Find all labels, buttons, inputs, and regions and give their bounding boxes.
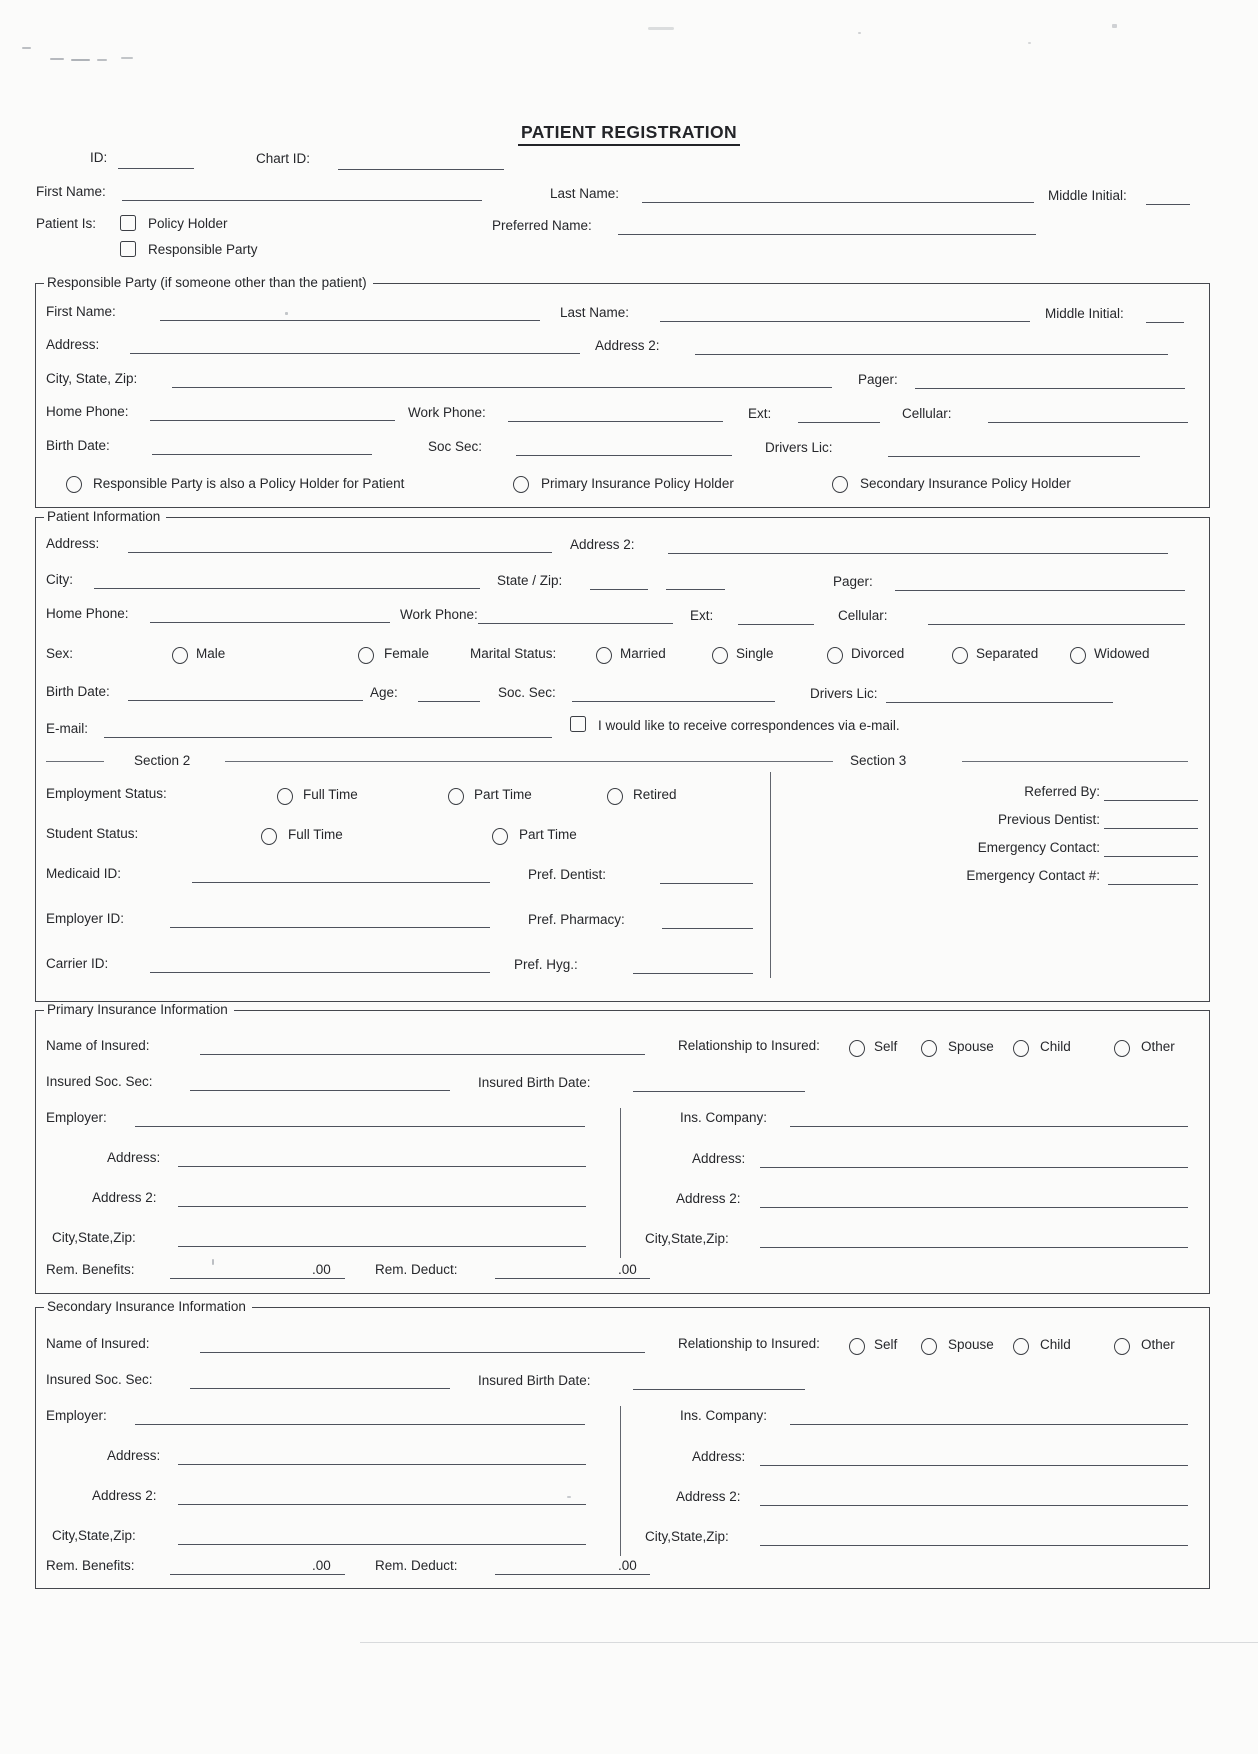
ins2-address2-label: Address 2: — [92, 1488, 157, 1503]
rp-home-phone-label: Home Phone: — [46, 404, 129, 419]
pi-drivers-lic-label: Drivers Lic: — [810, 686, 878, 701]
pi-previous-dentist-line[interactable] — [1104, 828, 1198, 829]
pi-marital-status-label: Marital Status: — [470, 646, 557, 661]
ins2-company-address-line[interactable] — [760, 1465, 1188, 1466]
pi-home-phone-line[interactable] — [150, 622, 390, 623]
pi-emergency-contact-line[interactable] — [1104, 856, 1198, 857]
ins1-insured-birth-date-label: Insured Birth Date: — [478, 1075, 591, 1090]
rp-secondary-policy-holder-radio[interactable] — [832, 476, 848, 493]
pi-pref-hyg-label: Pref. Hyg.: — [514, 957, 578, 972]
middle-initial-line[interactable] — [1146, 204, 1190, 205]
pi-pref-pharmacy-line[interactable] — [662, 928, 753, 929]
pi-previous-dentist-label: Previous Dentist: — [997, 812, 1100, 827]
page-title-wrap — [0, 122, 1258, 146]
pi-pref-dentist-label: Pref. Dentist: — [528, 867, 607, 882]
ins1-rel-self-label: Self — [874, 1039, 898, 1054]
rp-ext-line[interactable] — [798, 422, 880, 423]
pi-sex-label: Sex: — [46, 646, 74, 661]
pi-medicaid-id-line[interactable] — [192, 882, 490, 883]
pi-city-label: City: — [46, 572, 73, 587]
pi-separated-radio[interactable] — [952, 647, 968, 664]
pi-employment-full-time-label: Full Time — [303, 787, 358, 802]
pi-address-line[interactable] — [128, 552, 552, 553]
pi-home-phone-label: Home Phone: — [46, 606, 129, 621]
pi-employment-part-time-label: Part Time — [474, 787, 532, 802]
ins2-company-address2-line[interactable] — [760, 1505, 1188, 1506]
ins2-name-of-insured-label: Name of Insured: — [46, 1336, 150, 1351]
ins2-employer-label: Employer: — [46, 1408, 107, 1423]
patient-information-legend: Patient Information — [44, 509, 166, 524]
pi-referred-by-label: Referred By: — [1024, 784, 1100, 799]
ins1-company-address2-label: Address 2: — [676, 1191, 741, 1206]
ins1-name-of-insured-label: Name of Insured: — [46, 1038, 150, 1053]
ins2-insured-soc-sec-line[interactable] — [190, 1388, 450, 1389]
scan-artifact — [97, 59, 107, 61]
rp-middle-initial-line[interactable] — [1146, 322, 1184, 323]
pi-email-optin-checkbox[interactable] — [570, 716, 586, 732]
responsible-party-checkbox[interactable] — [120, 241, 136, 257]
pi-work-phone-line[interactable] — [478, 623, 673, 624]
pi-emergency-contact-num-line[interactable] — [1108, 884, 1198, 885]
section3-right-rule — [962, 761, 1188, 762]
pi-medicaid-id-label: Medicaid ID: — [46, 866, 122, 881]
ins1-address-label: Address: — [107, 1150, 161, 1165]
pi-zip-line[interactable] — [666, 589, 725, 590]
ins2-rem-benefits-cents: .00 — [312, 1558, 331, 1573]
pi-carrier-id-line[interactable] — [150, 972, 490, 973]
rp-pager-label: Pager: — [858, 372, 898, 387]
last-name-label: Last Name: — [550, 186, 620, 201]
ins2-address-line[interactable] — [178, 1464, 586, 1465]
pi-state-line[interactable] — [590, 589, 648, 590]
ins2-rel-spouse-radio[interactable] — [921, 1338, 937, 1355]
ins2-city-state-zip-label: City,State,Zip: — [52, 1528, 136, 1543]
ins1-rem-benefits-line[interactable] — [170, 1278, 345, 1279]
ins2-column-divider — [620, 1406, 621, 1556]
section2-left-rule — [46, 761, 104, 762]
pi-birth-date-line[interactable] — [128, 700, 363, 701]
ins2-ins-company-label: Ins. Company: — [680, 1408, 768, 1423]
chart-id-line[interactable] — [338, 169, 504, 170]
pi-widowed-label: Widowed — [1094, 646, 1150, 661]
id-label: ID: — [90, 150, 108, 165]
rp-ext-label: Ext: — [748, 406, 772, 421]
ins1-company-address-label: Address: — [692, 1151, 746, 1166]
pi-pager-label: Pager: — [833, 574, 873, 589]
preferred-name-label: Preferred Name: — [492, 218, 592, 233]
pi-married-label: Married — [620, 646, 666, 661]
ins2-employer-line[interactable] — [135, 1424, 585, 1425]
pi-separated-label: Separated — [976, 646, 1039, 661]
pi-employment-retired-radio[interactable] — [607, 788, 623, 805]
primary-insurance-legend: Primary Insurance Information — [44, 1002, 234, 1017]
pi-widowed-radio[interactable] — [1070, 647, 1086, 664]
ins2-rel-spouse-label: Spouse — [948, 1337, 994, 1352]
pi-ext-label: Ext: — [690, 608, 714, 623]
ins2-company-city-state-zip-line[interactable] — [760, 1545, 1188, 1546]
pi-email-optin-label: I would like to receive correspondences via e-mail. — [598, 718, 900, 733]
ins1-rel-child-radio[interactable] — [1013, 1040, 1029, 1057]
ins1-city-state-zip-label: City,State,Zip: — [52, 1230, 136, 1245]
ins1-ins-company-label: Ins. Company: — [680, 1110, 768, 1125]
ins2-company-city-state-zip-label: City,State,Zip: — [645, 1529, 729, 1544]
ins1-rel-other-label: Other — [1141, 1039, 1175, 1054]
ins2-insured-birth-date-label: Insured Birth Date: — [478, 1373, 591, 1388]
ins1-company-address-line[interactable] — [760, 1167, 1188, 1168]
page-title: PATIENT REGISTRATION — [518, 122, 740, 146]
ins1-insured-soc-sec-line[interactable] — [190, 1090, 450, 1091]
scan-artifact — [71, 59, 90, 61]
pi-pager-line[interactable] — [895, 590, 1185, 591]
rp-soc-sec-label: Soc Sec: — [428, 439, 483, 454]
rp-primary-policy-holder-radio[interactable] — [513, 476, 529, 493]
ins2-insured-birth-date-line[interactable] — [633, 1389, 805, 1390]
pi-birth-date-label: Birth Date: — [46, 684, 110, 699]
pi-employment-part-time-radio[interactable] — [448, 788, 464, 805]
rp-work-phone-label: Work Phone: — [408, 405, 486, 420]
pi-divorced-radio[interactable] — [827, 647, 843, 664]
pi-soc-sec-label: Soc. Sec: — [498, 685, 556, 700]
ins1-rel-spouse-label: Spouse — [948, 1039, 994, 1054]
pi-employment-status-label: Employment Status: — [46, 786, 167, 801]
pi-city-line[interactable] — [94, 588, 480, 589]
ins2-rel-other-label: Other — [1141, 1337, 1175, 1352]
rp-also-policy-holder-label: Responsible Party is also a Policy Holder for Patient — [93, 476, 405, 491]
pi-email-label: E-mail: — [46, 721, 89, 736]
ins1-company-city-state-zip-line[interactable] — [760, 1247, 1188, 1248]
ins1-address2-line[interactable] — [178, 1206, 586, 1207]
pi-employer-id-line[interactable] — [170, 927, 490, 928]
section3-heading: Section 3 — [850, 753, 907, 768]
ins2-rel-self-radio[interactable] — [849, 1338, 865, 1355]
pi-sex-female-label: Female — [384, 646, 430, 661]
pi-single-radio[interactable] — [712, 647, 728, 664]
pi-address-label: Address: — [46, 536, 100, 551]
rp-address-line[interactable] — [130, 353, 580, 354]
ins1-company-city-state-zip-label: City,State,Zip: — [645, 1231, 729, 1246]
rp-address2-label: Address 2: — [595, 338, 660, 353]
section-divider-vline — [770, 772, 771, 978]
ins2-rel-other-radio[interactable] — [1114, 1338, 1130, 1355]
pi-single-label: Single — [736, 646, 774, 661]
ins1-city-state-zip-line[interactable] — [178, 1246, 586, 1247]
pi-student-full-time-label: Full Time — [288, 827, 343, 842]
ins1-insured-birth-date-line[interactable] — [633, 1091, 805, 1092]
secondary-insurance-legend: Secondary Insurance Information — [44, 1299, 252, 1314]
ins1-rem-deduct-label: Rem. Deduct: — [375, 1262, 458, 1277]
responsible-party-legend: Responsible Party (if someone other than the patient) — [44, 275, 373, 290]
pi-age-line[interactable] — [418, 701, 480, 702]
pi-pref-dentist-line[interactable] — [660, 883, 753, 884]
scan-artifact — [22, 47, 31, 49]
pi-emergency-contact-label: Emergency Contact: — [977, 840, 1100, 855]
ins2-rem-deduct-line[interactable] — [495, 1574, 650, 1575]
rp-birth-date-line[interactable] — [152, 454, 372, 455]
first-name-label: First Name: — [36, 184, 106, 199]
rp-middle-initial-label: Middle Initial: — [1045, 306, 1124, 321]
ins1-rel-spouse-radio[interactable] — [921, 1040, 937, 1057]
rp-first-name-label: First Name: — [46, 304, 116, 319]
scan-artifact — [648, 27, 674, 30]
ins2-rel-self-label: Self — [874, 1337, 898, 1352]
pi-employer-id-label: Employer ID: — [46, 911, 125, 926]
ins1-rel-self-radio[interactable] — [849, 1040, 865, 1057]
rp-pager-line[interactable] — [915, 388, 1185, 389]
ins2-city-state-zip-line[interactable] — [178, 1544, 586, 1545]
ins1-address-line[interactable] — [178, 1166, 586, 1167]
ins2-name-of-insured-line[interactable] — [200, 1352, 645, 1353]
rp-primary-policy-holder-label: Primary Insurance Policy Holder — [541, 476, 734, 491]
rp-cellular-label: Cellular: — [902, 406, 952, 421]
rp-city-state-zip-line[interactable] — [172, 387, 832, 388]
rp-soc-sec-line[interactable] — [516, 455, 732, 456]
pi-employment-full-time-radio[interactable] — [277, 788, 293, 805]
secondary-insurance-section — [35, 1307, 1210, 1589]
last-name-line[interactable] — [642, 202, 1034, 203]
pi-email-line[interactable] — [104, 737, 552, 738]
pi-sex-male-radio[interactable] — [172, 647, 188, 664]
ins1-column-divider — [620, 1108, 621, 1258]
ins1-rel-other-radio[interactable] — [1114, 1040, 1130, 1057]
patient-is-label: Patient Is: — [36, 216, 97, 231]
pi-student-part-time-radio[interactable] — [492, 828, 508, 845]
ins2-company-address2-label: Address 2: — [676, 1489, 741, 1504]
pi-drivers-lic-line[interactable] — [886, 702, 1113, 703]
rp-also-policy-holder-radio[interactable] — [66, 476, 82, 493]
id-line[interactable] — [118, 168, 194, 169]
ins1-rem-benefits-cents: .00 — [312, 1262, 331, 1277]
policy-holder-checkbox[interactable] — [120, 215, 136, 231]
scan-artifact — [858, 32, 861, 34]
rp-drivers-lic-line[interactable] — [888, 456, 1140, 457]
pi-divorced-label: Divorced — [851, 646, 905, 661]
rp-work-phone-line[interactable] — [508, 421, 723, 422]
scan-artifact — [121, 57, 133, 59]
ins1-company-address2-line[interactable] — [760, 1207, 1188, 1208]
pi-cellular-line[interactable] — [928, 624, 1185, 625]
ins2-rem-benefits-line[interactable] — [170, 1574, 345, 1575]
ins1-ins-company-line[interactable] — [790, 1126, 1188, 1127]
ins2-rel-child-label: Child — [1040, 1337, 1071, 1352]
ins1-rem-deduct-line[interactable] — [495, 1278, 650, 1279]
rp-address2-line[interactable] — [695, 354, 1168, 355]
scan-artifact — [1112, 24, 1117, 28]
section2-heading: Section 2 — [134, 753, 191, 768]
preferred-name-line[interactable] — [618, 234, 1036, 235]
rp-first-name-line[interactable] — [160, 320, 540, 321]
pi-soc-sec-line[interactable] — [572, 701, 775, 702]
ins1-employer-label: Employer: — [46, 1110, 107, 1125]
ins2-address2-line[interactable] — [178, 1504, 586, 1505]
pi-emergency-contact-num-label: Emergency Contact #: — [966, 868, 1100, 883]
ins2-insured-soc-sec-label: Insured Soc. Sec: — [46, 1372, 153, 1387]
ins2-relationship-label: Relationship to Insured: — [678, 1336, 820, 1351]
ins2-rem-benefits-label: Rem. Benefits: — [46, 1558, 135, 1573]
ins1-name-of-insured-line[interactable] — [200, 1054, 645, 1055]
policy-holder-label: Policy Holder — [148, 216, 228, 231]
ins1-rem-deduct-cents: .00 — [618, 1262, 637, 1277]
rp-last-name-line[interactable] — [660, 321, 1030, 322]
chart-id-label: Chart ID: — [256, 151, 311, 166]
pi-work-phone-label: Work Phone: — [400, 607, 478, 622]
pi-pref-hyg-line[interactable] — [633, 973, 753, 974]
rp-drivers-lic-label: Drivers Lic: — [765, 440, 833, 455]
pi-student-status-label: Student Status: — [46, 826, 139, 841]
ins1-relationship-label: Relationship to Insured: — [678, 1038, 820, 1053]
rp-cellular-line[interactable] — [988, 422, 1188, 423]
pi-sex-female-radio[interactable] — [358, 647, 374, 664]
rp-secondary-policy-holder-label: Secondary Insurance Policy Holder — [860, 476, 1071, 491]
pi-student-full-time-radio[interactable] — [261, 828, 277, 845]
ins2-rem-deduct-cents: .00 — [618, 1558, 637, 1573]
scan-artifact — [50, 58, 64, 60]
pi-address2-label: Address 2: — [570, 537, 635, 552]
first-name-line[interactable] — [122, 200, 482, 201]
rp-city-state-zip-label: City, State, Zip: — [46, 371, 138, 386]
responsible-party-label: Responsible Party — [148, 242, 258, 257]
pi-age-label: Age: — [370, 685, 398, 700]
pi-married-radio[interactable] — [596, 647, 612, 664]
ins1-address2-label: Address 2: — [92, 1190, 157, 1205]
pi-pref-pharmacy-label: Pref. Pharmacy: — [528, 912, 625, 927]
pi-student-part-time-label: Part Time — [519, 827, 577, 842]
ins2-ins-company-line[interactable] — [790, 1424, 1188, 1425]
rp-last-name-label: Last Name: — [560, 305, 630, 320]
ins1-rel-child-label: Child — [1040, 1039, 1071, 1054]
primary-insurance-section — [35, 1010, 1210, 1294]
ins2-address-label: Address: — [107, 1448, 161, 1463]
pi-state-zip-label: State / Zip: — [497, 573, 563, 588]
ins1-employer-line[interactable] — [135, 1126, 585, 1127]
section2-mid-rule — [225, 761, 833, 762]
pi-carrier-id-label: Carrier ID: — [46, 956, 109, 971]
pi-ext-line[interactable] — [738, 624, 814, 625]
pi-referred-by-line[interactable] — [1104, 800, 1198, 801]
pi-cellular-label: Cellular: — [838, 608, 888, 623]
rp-address-label: Address: — [46, 337, 100, 352]
middle-initial-label: Middle Initial: — [1048, 188, 1127, 203]
ins1-insured-soc-sec-label: Insured Soc. Sec: — [46, 1074, 153, 1089]
pi-sex-male-label: Male — [196, 646, 226, 661]
ins1-rem-benefits-label: Rem. Benefits: — [46, 1262, 135, 1277]
ins2-company-address-label: Address: — [692, 1449, 746, 1464]
rp-birth-date-label: Birth Date: — [46, 438, 110, 453]
scan-artifact — [1028, 42, 1031, 44]
ins2-rem-deduct-label: Rem. Deduct: — [375, 1558, 458, 1573]
scan-artifact-line — [360, 1642, 1258, 1643]
rp-home-phone-line[interactable] — [150, 420, 395, 421]
pi-employment-retired-label: Retired — [633, 787, 677, 802]
ins2-rel-child-radio[interactable] — [1013, 1338, 1029, 1355]
pi-address2-line[interactable] — [668, 553, 1168, 554]
